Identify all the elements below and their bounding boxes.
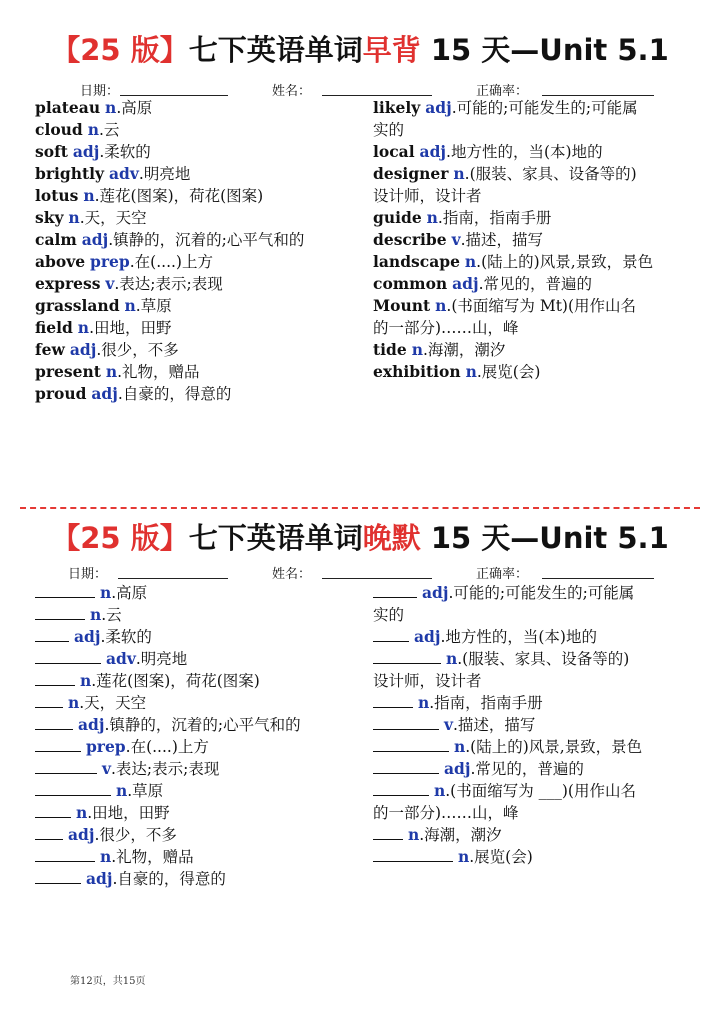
vocab-word: above xyxy=(35,252,86,271)
title-main: 七下英语单词 xyxy=(188,33,363,67)
part-of-speech: n xyxy=(457,847,470,866)
vocab-meaning: .天，天空 xyxy=(79,209,147,227)
part-of-speech: adj xyxy=(443,759,471,778)
part-of-speech: n xyxy=(79,671,92,690)
part-of-speech: n xyxy=(417,693,430,712)
vocab-meaning: .很少，不多 xyxy=(94,826,177,844)
vocab-row xyxy=(373,339,703,361)
part-of-speech: adj xyxy=(69,340,97,359)
vocab-row xyxy=(35,824,365,846)
vocab-meaning: 实的 xyxy=(373,121,405,139)
vocab-meaning: .草原 xyxy=(135,297,172,315)
part-of-speech: n xyxy=(77,318,90,337)
vocab-word: proud xyxy=(35,384,87,403)
part-of-speech: n xyxy=(89,605,102,624)
answer-blank[interactable] xyxy=(373,626,409,642)
vocab-meaning: .明亮地 xyxy=(138,165,191,183)
vocab-row xyxy=(373,802,703,824)
vocab-row xyxy=(35,97,365,119)
vocab-row xyxy=(373,670,703,692)
vocab-row xyxy=(373,295,703,317)
accuracy-label: 正确率： xyxy=(476,84,529,99)
vocab-row xyxy=(373,692,703,714)
vocab-row xyxy=(35,317,365,339)
answer-blank[interactable] xyxy=(373,846,453,862)
vocab-row xyxy=(373,273,703,295)
part-of-speech: prep xyxy=(85,737,126,756)
vocab-row xyxy=(373,758,703,780)
vocab-row xyxy=(35,383,365,405)
vocab-meaning: .柔软的 xyxy=(99,143,151,161)
answer-blank[interactable] xyxy=(35,604,85,620)
answer-blank[interactable] xyxy=(35,868,81,884)
vocab-word: likely xyxy=(373,98,421,117)
vocab-meaning: .在(....)上方 xyxy=(125,738,209,756)
part-of-speech: n xyxy=(407,825,420,844)
part-of-speech: prep xyxy=(90,252,130,271)
accuracy-field[interactable] xyxy=(542,95,654,96)
morning-left-column xyxy=(35,97,365,405)
title-tail: 15 天—Unit 5.1 xyxy=(420,33,669,67)
name-label: 姓名： xyxy=(272,84,312,99)
part-of-speech: adj xyxy=(413,627,441,646)
vocab-word: local xyxy=(373,142,415,161)
name-field[interactable] xyxy=(322,95,432,96)
vocab-meaning: .可能的;可能发生的;可能属 xyxy=(448,584,635,602)
vocab-row xyxy=(35,670,365,692)
answer-blank[interactable] xyxy=(35,758,97,774)
part-of-speech: adj xyxy=(81,230,109,249)
part-of-speech: n xyxy=(87,120,99,139)
vocab-row xyxy=(373,736,703,758)
part-of-speech: v xyxy=(443,715,453,734)
part-of-speech: adv xyxy=(109,164,139,183)
vocab-meaning: .田地，田野 xyxy=(89,319,172,337)
title-main: 七下英语单词 xyxy=(188,521,363,555)
date-field[interactable] xyxy=(120,95,228,96)
part-of-speech: adv xyxy=(105,649,136,668)
answer-blank[interactable] xyxy=(35,824,63,840)
evening-title xyxy=(0,516,720,557)
vocab-word: grassland xyxy=(35,296,120,315)
vocab-meaning: .(书面缩写为 Mt)(用作山名 xyxy=(446,297,637,315)
answer-blank[interactable] xyxy=(35,582,95,598)
title-edition: 【25 版】 xyxy=(51,33,189,67)
part-of-speech: n xyxy=(426,208,438,227)
answer-blank[interactable] xyxy=(35,626,69,642)
part-of-speech: adj xyxy=(73,627,101,646)
vocab-row xyxy=(35,141,365,163)
vocab-row xyxy=(35,119,365,141)
vocab-row xyxy=(373,824,703,846)
answer-blank[interactable] xyxy=(35,846,95,862)
vocab-row xyxy=(35,714,365,736)
part-of-speech: adj xyxy=(452,274,479,293)
part-of-speech: n xyxy=(411,340,423,359)
vocab-meaning: .海潮，潮汐 xyxy=(419,826,502,844)
vocab-meaning: .地方性的，当(本)地的 xyxy=(440,628,597,646)
vocab-row xyxy=(35,868,365,890)
vocab-meaning: .莲花(图案)，荷花(图案) xyxy=(91,672,260,690)
answer-blank[interactable] xyxy=(35,802,71,818)
vocab-row xyxy=(35,604,365,626)
vocab-meaning: .(陆上的)风景,景致，景色 xyxy=(465,738,643,756)
answer-blank[interactable] xyxy=(373,714,439,730)
answer-blank[interactable] xyxy=(373,758,439,774)
vocab-row xyxy=(35,780,365,802)
answer-blank[interactable] xyxy=(373,736,449,752)
part-of-speech: adj xyxy=(85,869,113,888)
vocab-row xyxy=(373,780,703,802)
part-of-speech: n xyxy=(67,693,80,712)
vocab-meaning: .云 xyxy=(101,606,122,624)
vocab-row xyxy=(35,339,365,361)
part-of-speech: n xyxy=(435,296,447,315)
vocab-row xyxy=(35,295,365,317)
answer-blank[interactable] xyxy=(373,780,429,796)
vocab-row xyxy=(373,317,703,339)
part-of-speech: n xyxy=(453,164,465,183)
part-of-speech: n xyxy=(445,649,458,668)
vocab-meaning: .指南，指南手册 xyxy=(437,209,552,227)
part-of-speech: adj xyxy=(419,142,447,161)
vocab-meaning: 的一部分)……山，峰 xyxy=(373,804,519,822)
vocab-meaning: 的一部分)……山，峰 xyxy=(373,319,519,337)
vocab-meaning: .海潮，潮汐 xyxy=(422,341,506,359)
part-of-speech: n xyxy=(75,803,88,822)
evening-left-column xyxy=(35,582,365,890)
answer-blank[interactable] xyxy=(35,648,101,664)
vocab-meaning: .地方性的，当(本)地的 xyxy=(446,143,603,161)
vocab-word: brightly xyxy=(35,164,105,183)
vocab-word: describe xyxy=(373,230,447,249)
vocab-meaning: .描述，描写 xyxy=(452,716,536,734)
vocab-word: few xyxy=(35,340,65,359)
answer-blank[interactable] xyxy=(35,780,111,796)
vocab-row xyxy=(373,251,703,273)
vocab-meaning: .描述，描写 xyxy=(460,231,544,249)
vocab-meaning: .(服装、家具、设备等的) xyxy=(464,165,637,183)
vocab-meaning: .镇静的，沉着的;心平气和的 xyxy=(108,231,305,249)
accuracy-label: 正确率： xyxy=(476,567,529,582)
vocab-row xyxy=(35,229,365,251)
date-label: 日期： xyxy=(68,567,108,582)
part-of-speech: n xyxy=(99,847,112,866)
vocab-word: guide xyxy=(373,208,422,227)
part-of-speech: n xyxy=(464,252,477,271)
part-of-speech: n xyxy=(124,296,136,315)
vocab-row xyxy=(373,229,703,251)
vocab-row xyxy=(373,648,703,670)
vocab-meaning: .表达;表示;表现 xyxy=(114,275,223,293)
vocab-word: calm xyxy=(35,230,77,249)
part-of-speech: n xyxy=(68,208,80,227)
vocab-meaning: .明亮地 xyxy=(135,650,188,668)
part-of-speech: v xyxy=(105,274,115,293)
vocab-row xyxy=(373,185,703,207)
vocab-row xyxy=(373,119,703,141)
vocab-word: present xyxy=(35,362,101,381)
vocab-meaning: .(服装、家具、设备等的) xyxy=(457,650,630,668)
vocab-row xyxy=(35,626,365,648)
vocab-meaning: .柔软的 xyxy=(100,628,152,646)
part-of-speech: n xyxy=(105,98,117,117)
answer-blank[interactable] xyxy=(35,692,63,708)
vocab-meaning: .(陆上的)风景,景致，景色 xyxy=(476,253,654,271)
vocab-row xyxy=(373,604,703,626)
answer-blank[interactable] xyxy=(35,736,81,752)
evening-right-column xyxy=(373,582,703,868)
answer-blank[interactable] xyxy=(373,582,417,598)
vocab-row xyxy=(35,273,365,295)
part-of-speech: adj xyxy=(77,715,105,734)
answer-blank[interactable] xyxy=(35,670,75,686)
vocab-meaning: .常见的，普遍的 xyxy=(478,275,593,293)
vocab-meaning: .云 xyxy=(99,121,120,139)
vocab-row xyxy=(373,626,703,648)
vocab-meaning: .礼物，赠品 xyxy=(117,363,200,381)
vocab-word: sky xyxy=(35,208,64,227)
vocab-meaning: 设计师，设计者 xyxy=(373,672,482,690)
vocab-meaning: 设计师，设计者 xyxy=(373,187,482,205)
vocab-meaning: .自豪的，得意的 xyxy=(112,870,226,888)
vocab-word: plateau xyxy=(35,98,101,117)
part-of-speech: adj xyxy=(425,98,452,117)
vocab-row xyxy=(373,207,703,229)
vocab-row xyxy=(35,758,365,780)
morning-title xyxy=(0,28,720,69)
page-footer: 第12页，共15页 xyxy=(70,976,146,987)
vocab-meaning: .在(....)上方 xyxy=(129,253,213,271)
answer-blank[interactable] xyxy=(373,648,441,664)
vocab-row xyxy=(373,163,703,185)
vocab-word: landscape xyxy=(373,252,460,271)
vocab-row xyxy=(35,802,365,824)
vocab-row xyxy=(35,207,365,229)
part-of-speech: n xyxy=(99,583,112,602)
title-highlight: 早背 xyxy=(362,33,421,67)
part-of-speech: v xyxy=(451,230,461,249)
vocab-meaning: .表达;表示;表现 xyxy=(110,760,220,778)
vocab-meaning: .指南，指南手册 xyxy=(429,694,543,712)
vocab-meaning: .镇静的，沉着的;心平气和的 xyxy=(104,716,301,734)
vocab-word: field xyxy=(35,318,73,337)
vocab-meaning: 实的 xyxy=(373,606,405,624)
part-of-speech: n xyxy=(433,781,446,800)
vocab-meaning: .可能的;可能发生的;可能属 xyxy=(451,99,638,117)
part-of-speech: n xyxy=(465,362,477,381)
vocab-meaning: .(书面缩写为 ___)(用作山名 xyxy=(445,782,636,800)
vocab-meaning: .高原 xyxy=(111,584,148,602)
title-tail: 15 天—Unit 5.1 xyxy=(420,521,669,555)
vocab-meaning: .展览(会) xyxy=(469,848,533,866)
date-label: 日期： xyxy=(80,84,120,99)
vocab-row xyxy=(35,251,365,273)
accuracy-field[interactable] xyxy=(542,578,654,579)
vocab-meaning: .莲花(图案)，荷花(图案) xyxy=(94,187,264,205)
title-highlight: 晚默 xyxy=(362,521,421,555)
vocab-word: express xyxy=(35,274,101,293)
vocab-word: designer xyxy=(373,164,449,183)
part-of-speech: n xyxy=(83,186,95,205)
vocab-meaning: .常见的，普遍的 xyxy=(470,760,584,778)
vocab-word: tide xyxy=(373,340,407,359)
vocab-meaning: .田地，田野 xyxy=(87,804,170,822)
vocab-meaning: .草原 xyxy=(127,782,164,800)
vocab-word: common xyxy=(373,274,448,293)
part-of-speech: v xyxy=(101,759,111,778)
vocab-meaning: .高原 xyxy=(116,99,153,117)
vocab-word: Mount xyxy=(373,296,431,315)
vocab-word: exhibition xyxy=(373,362,461,381)
vocab-row xyxy=(373,846,703,868)
vocab-row xyxy=(373,361,703,383)
vocab-meaning: .礼物，赠品 xyxy=(111,848,194,866)
vocab-meaning: .展览(会) xyxy=(476,363,541,381)
morning-section xyxy=(0,0,720,500)
vocab-row xyxy=(35,846,365,868)
part-of-speech: n xyxy=(115,781,128,800)
vocab-row xyxy=(35,582,365,604)
date-field[interactable] xyxy=(118,578,228,579)
vocab-row xyxy=(35,692,365,714)
part-of-speech: adj xyxy=(91,384,118,403)
vocab-meaning: .天，天空 xyxy=(79,694,147,712)
part-of-speech: n xyxy=(105,362,118,381)
vocab-meaning: .自豪的，得意的 xyxy=(117,385,232,403)
vocab-word: lotus xyxy=(35,186,79,205)
vocab-row xyxy=(35,163,365,185)
vocab-row xyxy=(35,648,365,670)
morning-right-column xyxy=(373,97,703,383)
evening-section xyxy=(0,500,720,960)
answer-blank[interactable] xyxy=(373,692,413,708)
vocab-row xyxy=(373,141,703,163)
vocab-row xyxy=(35,361,365,383)
vocab-row xyxy=(35,736,365,758)
vocab-row xyxy=(35,185,365,207)
vocab-meaning: .很少，不多 xyxy=(96,341,179,359)
part-of-speech: n xyxy=(453,737,466,756)
answer-blank[interactable] xyxy=(35,714,73,730)
vocab-row xyxy=(373,582,703,604)
title-edition: 【25 版】 xyxy=(51,521,189,555)
name-label: 姓名： xyxy=(272,567,312,582)
vocab-row xyxy=(373,97,703,119)
part-of-speech: adj xyxy=(67,825,95,844)
vocab-word: soft xyxy=(35,142,68,161)
answer-blank[interactable] xyxy=(373,824,403,840)
vocab-row xyxy=(373,714,703,736)
name-field[interactable] xyxy=(322,578,432,579)
evening-meta-row xyxy=(0,563,720,583)
part-of-speech: adj xyxy=(72,142,100,161)
vocab-word: cloud xyxy=(35,120,83,139)
part-of-speech: adj xyxy=(421,583,449,602)
